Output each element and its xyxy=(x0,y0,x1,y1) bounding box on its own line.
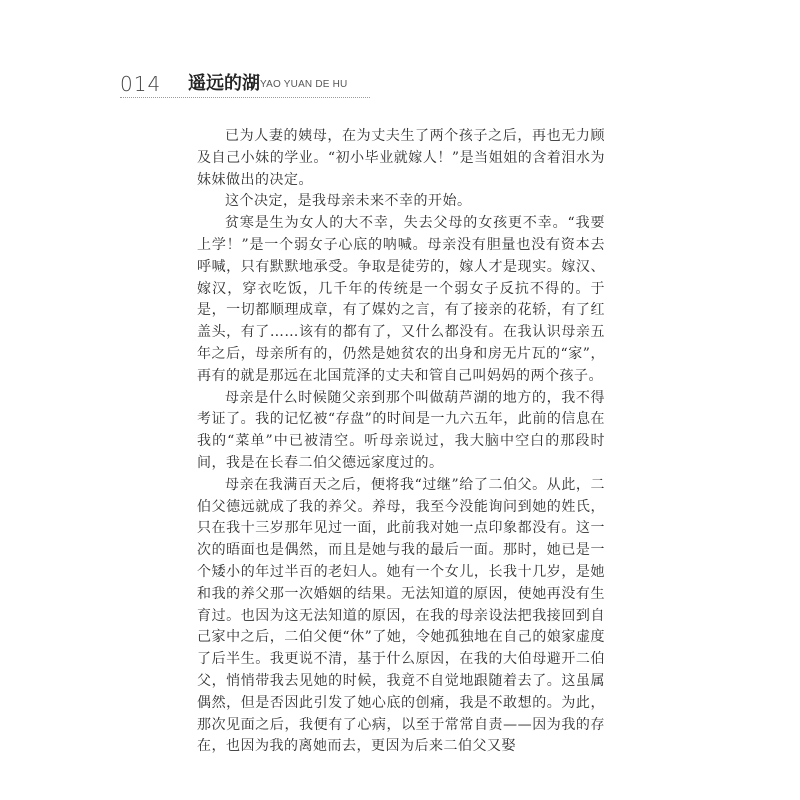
paragraph: 贫寒是生为女人的大不幸，失去父母的女孩更不幸。“我要上学！”是一个弱女子心底的呐喊。母亲没有胆量也没有资本去呼喊，只有默默地承受。争取是徒劳的，嫁人才是现实。嫁汉、嫁汉，穿衣吃饭，几千年的传统是一个弱女子反抗不得的。于是，一切都顺理成章，有了媒妁之言，有了接亲的花轿，有了红盖头，有了……该有的都有了，又什么都没有。在我认识母亲五年之后，母亲所有的，仍然是她贫农的出身和房无片瓦的“家”，再有的就是那远在北国荒泽的丈夫和管自己叫妈妈的两个孩子。 xyxy=(197,215,605,384)
page-number: 014 xyxy=(120,72,162,96)
body-text xyxy=(197,126,605,758)
paragraph: 母亲是什么时候随父亲到那个叫做葫芦湖的地方的，我不得考证了。我的记忆被“存盘”的时间是一九六五年，此前的信息在我的“菜单”中已被清空。听母亲说过，我大脑中空白的那段时间，我是在长春二伯父德远家度过的。 xyxy=(197,389,605,471)
paragraph: 母亲在我满百天之后，便将我“过继”给了二伯父。从此，二伯父德远就成了我的养父。养母，我至今没能询问到她的姓氏，只在我十三岁那年见过一面，此前我对她一点印象都没有。这一次的晤面也是偶然，而且是她与我的最后一面。那时，她已是一个矮小的年过半百的老妇人。她有一个女儿，长我十几岁，是她和我的养父那一次婚姻的结果。无法知道的原因，使她再没有生育过。也因为这无法知道的原因，在我的母亲设法把我接回到自己家中之后，二伯父便“休”了她，令她孤独地在自己的娘家虚度了后半生。我更说不清，基于什么原因，在我的大伯母避开二伯父，悄悄带我去见她的时候，我竟不自觉地跟随着去了。这虽属偶然，但是否因此引发了她心底的创痛，我是不敢想的。为此，那次见面之后，我便有了心病，以至于常常自责——因为我的存在，也因为我的离她而去，更因为后来二伯父又娶 xyxy=(197,476,605,755)
book-title-pinyin: YAO YUAN DE HU xyxy=(260,79,348,90)
paragraph: 这个决定，是我母亲未来不幸的开始。 xyxy=(225,193,472,210)
paragraph: 已为人妻的姨母，在为丈夫生了两个孩子之后，再也无力顾及自己小妹的学业。“初小毕业就嫁人！”是当姐姐的含着泪水为妹妹做出的决定。 xyxy=(197,128,605,188)
book-title: 遥远的湖 xyxy=(188,73,260,94)
running-header xyxy=(120,72,680,100)
header-dotted-rule xyxy=(120,97,370,98)
